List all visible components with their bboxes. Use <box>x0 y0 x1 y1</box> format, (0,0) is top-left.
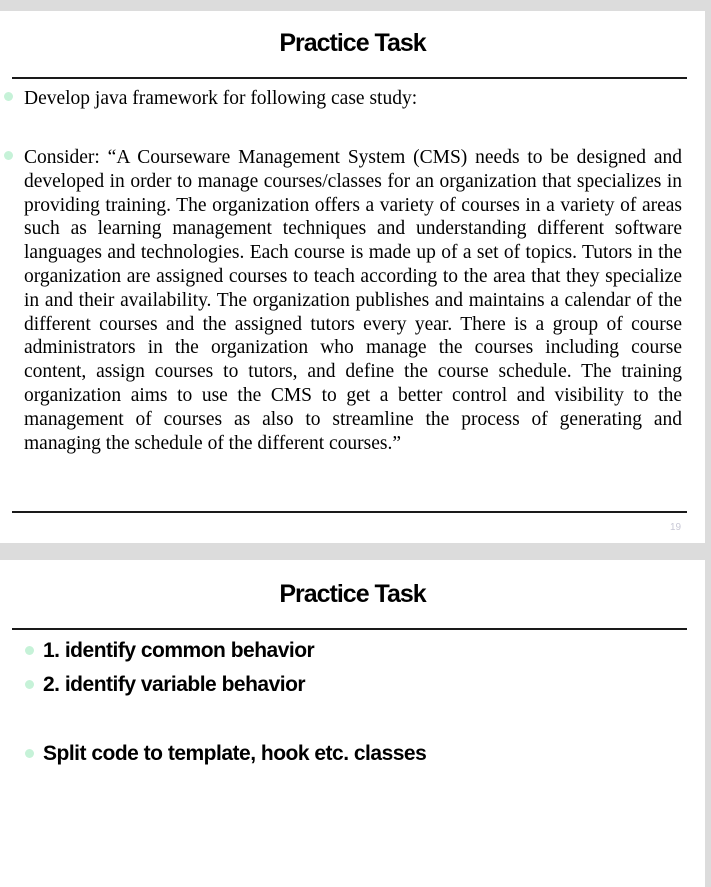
footer-divider <box>12 511 687 513</box>
bullet-text: Split code to template, hook etc. classes <box>43 742 427 765</box>
slide-20 <box>0 560 705 887</box>
page-number: 19 <box>670 522 682 533</box>
bullet-dot-icon <box>25 680 34 689</box>
slide-19 <box>0 11 705 543</box>
bullet-dot-icon <box>25 749 34 758</box>
bullet-dot-icon <box>25 646 34 655</box>
slide-title: Practice Task <box>279 580 426 608</box>
bullet-text: Develop java framework for following case study: <box>24 88 418 109</box>
title-divider <box>12 628 687 630</box>
case-study-text: Consider: “A Courseware Management System (CMS) needs to be designed and developed in order to manage courses/classes for an organization that specializes in providing training. The organization offers a variety of courses in a variety of areas such as learning management techniques and understanding different software languages and technologies. Each course is made up of a set of topics. Tutors in the organization are assigned courses to teach according to the area that they specialize in and their availability. The organization publishes and maintains a calendar of the different courses and the assigned tutors every year. There is a group of course administrators in the organization who manage the courses including course content, assign courses to tutors, and define the course schedule. The training organization aims to use the CMS to get a better control and visibility to the management of courses as also to streamline the process of generating and managing the schedule of the different courses.” <box>24 147 682 454</box>
bullet-text: 1. identify common behavior <box>43 639 315 662</box>
slide-title: Practice Task <box>279 29 426 57</box>
bullet-dot-icon <box>4 151 13 160</box>
title-divider <box>12 77 687 79</box>
bullet-text: 2. identify variable behavior <box>43 673 306 696</box>
bullet-dot-icon <box>4 92 13 101</box>
